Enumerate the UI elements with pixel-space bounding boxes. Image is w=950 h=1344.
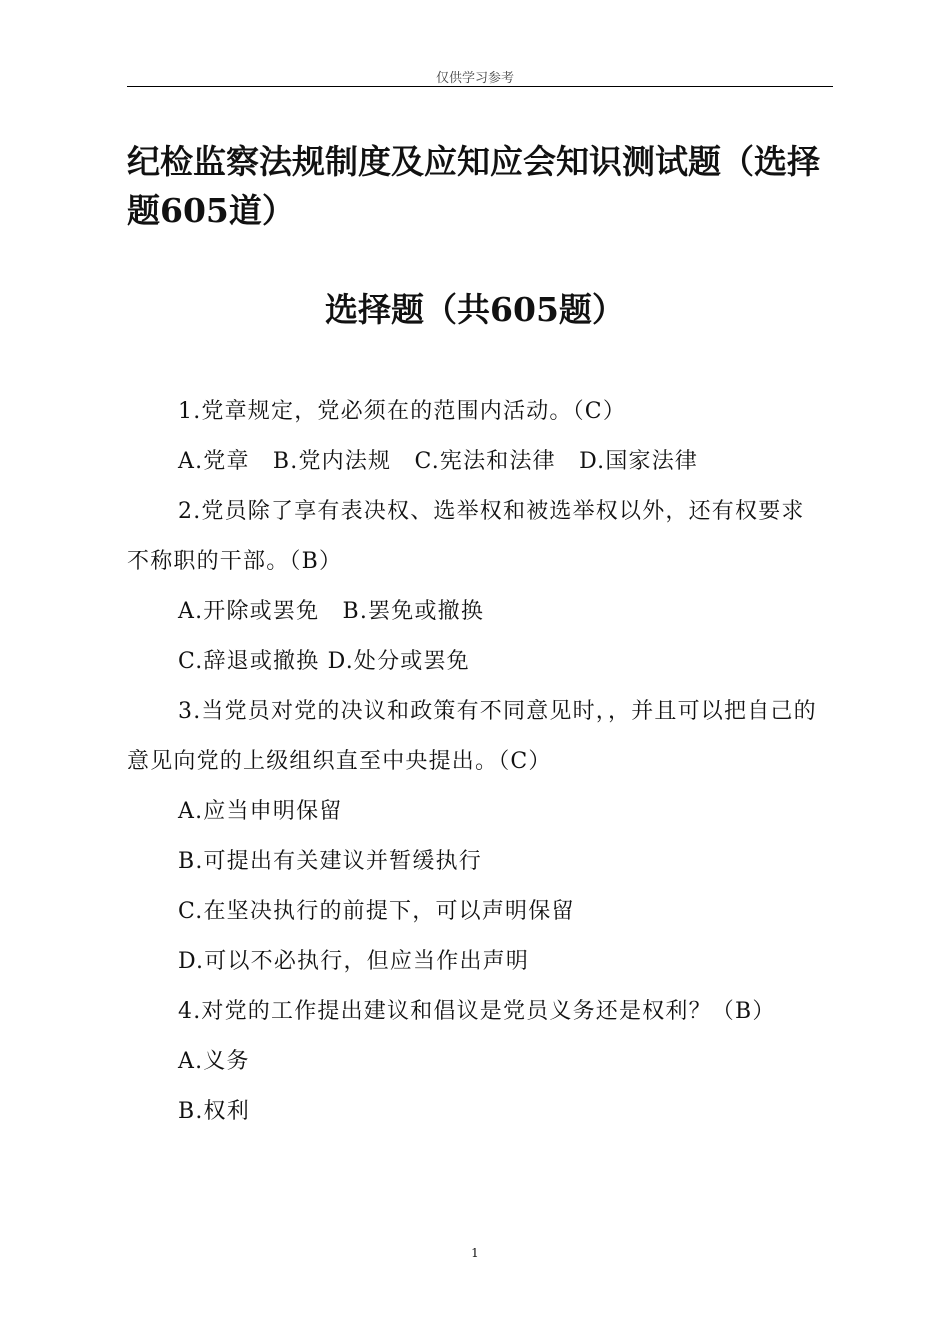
page-header-text: 仅供学习参考 — [435, 71, 514, 86]
paragraph: B.可提出有关建议并暂缓执行 — [178, 849, 482, 874]
document-title: 纪检监察法规制度及应知应会知识测试题（选择题605道） — [127, 142, 820, 230]
paragraph: 3.当党员对党的决议和政策有不同意见时，，并且可以把自己的意见向党的上级组织直至中央提出。（C） — [127, 699, 817, 774]
paragraph: A.党章 B.党内法规 C.宪法和法律 D.国家法律 — [178, 449, 699, 474]
section-title: 选择题（共605题） — [325, 290, 625, 329]
paragraph: 1.党章规定，党必须在的范围内活动。（C） — [178, 399, 627, 424]
header-divider — [127, 86, 833, 87]
paragraph: D.可以不必执行，但应当作出声明 — [178, 949, 530, 974]
paragraph: A.应当申明保留 — [178, 799, 343, 824]
paragraph: C.辞退或撤换 D.处分或罢免 — [178, 649, 470, 674]
paragraph: B.权利 — [178, 1099, 250, 1124]
page-number: 1 — [471, 1246, 479, 1260]
paragraph: 2.党员除了享有表决权、选举权和被选举权以外，还有权要求不称职的干部。（B） — [127, 499, 805, 574]
paragraph: A.义务 — [178, 1049, 250, 1074]
document-body — [127, 387, 817, 1137]
paragraph: 4.对党的工作提出建议和倡议是党员义务还是权利？（B） — [178, 999, 776, 1024]
paragraph: A.开除或罢免 B.罢免或撤换 — [178, 599, 485, 624]
paragraph: C.在坚决执行的前提下，可以声明保留 — [178, 899, 575, 924]
